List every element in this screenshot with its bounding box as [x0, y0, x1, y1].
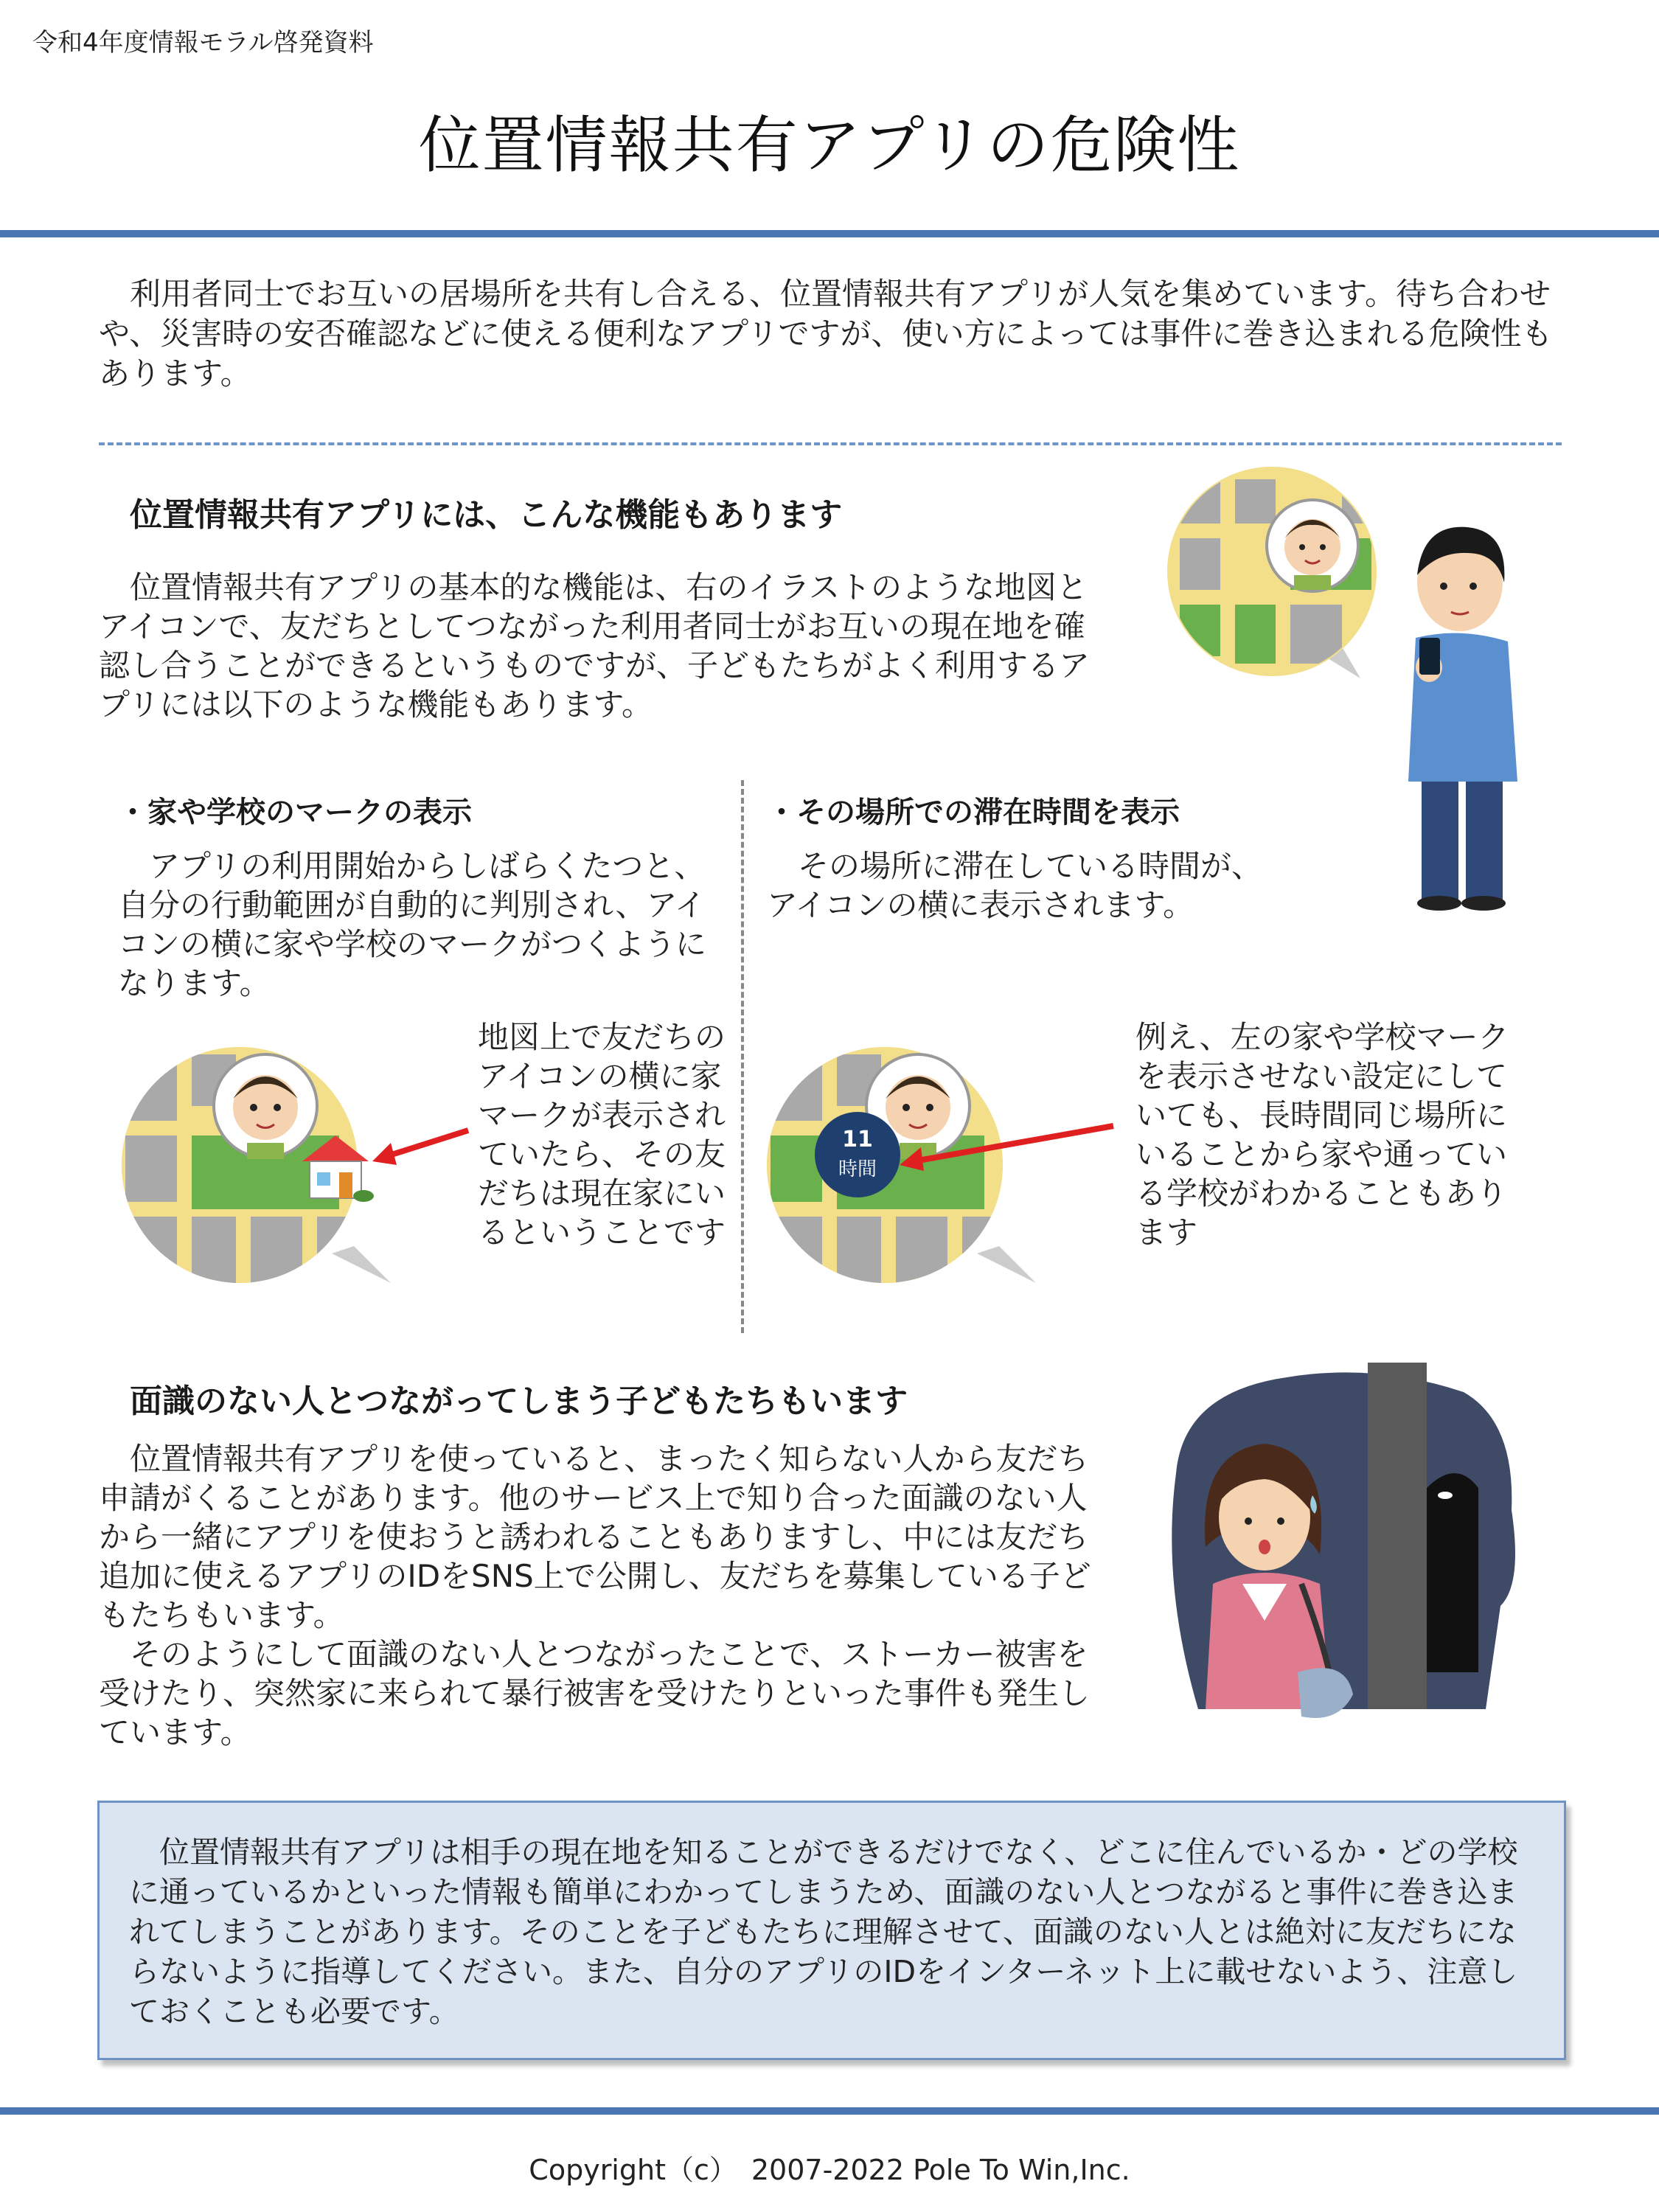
section2-body1: 位置情報共有アプリを使っていると、まったく知らない人から友だち申請がくることがあります。他のサービス上で知り合った面識のない人から一緒にアプリを使おうと誘われることもありますし、中には友だち追加に使えるアプリのIDをSNS上で公開し、友だちを募集している子どもたちもいます。	[99, 1441, 1091, 1633]
top-divider	[0, 230, 1659, 237]
notice-text: 位置情報共有アプリは相手の現在地を知ることができるだけでなく、どこに住んでいるか・どの学校に通っているかといった情報も簡単にわかってしまうため、面識のない人とつながると事件に巻き込まれてしまうことがあります。そのことを子どもたちに理解させて、面識のない人とは絶対に友だちにならないように指導してください。また、自分のアプリのIDをインターネット上に載せないよう、注意しておくことも必要です。	[129, 1834, 1518, 2029]
section2-heading: 面識のない人とつながってしまう子どもたちもいます	[130, 1382, 908, 1420]
feature-left-caption: 地図上で友だちのアイコンの横に家マークが表示されていたら、その友だちは現在家にいるということです	[478, 1019, 726, 1251]
man-with-phone-illustration	[1386, 509, 1534, 907]
bottom-divider	[0, 2107, 1659, 2115]
section1-body: 位置情報共有アプリの基本的な機能は、右のイラストのような地図とアイコンで、友だちとしてつながった利用者同士がお互いの現在地を確認し合うことができるというものですが、子どもたちがよく利用するアプリには以下のような機能もあります。	[99, 569, 1091, 723]
stay-time-badge	[815, 1112, 900, 1197]
arrow-icon	[896, 1122, 1117, 1174]
section2-body2: そのようにして面識のない人とつながったことで、ストーカー被害を受けたり、突然家に来られて暴行被害を受けたりといった事件も発生しています。	[99, 1636, 1091, 1750]
notice-box	[97, 1801, 1566, 2060]
intro-text: 利用者同士でお互いの居場所を共有し合える、位置情報共有アプリが人気を集めています。待ち合わせや、災害時の安否確認などに使える便利なアプリですが、使い方によっては事件に巻き込まれる危険性もあります。	[99, 276, 1553, 392]
arrow-icon	[369, 1124, 472, 1169]
house-icon	[299, 1128, 372, 1202]
map-bubble-icon	[1165, 465, 1386, 686]
copyright: Copyright（c） 2007-2022 Pole To Win,Inc.	[529, 2154, 1130, 2186]
worried-girl-illustration	[1154, 1363, 1523, 1731]
header-note: 令和4年度情報モラル啓発資料	[32, 28, 374, 58]
feature-right-heading: ・その場所での滞在時間を表示	[767, 796, 1180, 830]
feature-right-body: その場所に滞在している時間が、アイコンの横に表示されます。	[767, 848, 1263, 923]
feature-right-caption: 例え、左の家や学校マークを表示させない設定にしていても、長時間同じ場所にいることから家や通っている学校がわかることもあります	[1135, 1019, 1509, 1251]
section1-heading: 位置情報共有アプリには、こんな機能もあります	[130, 496, 843, 534]
stay-time-unit: 時間	[838, 1158, 877, 1180]
feature-left-body: アプリの利用開始からしばらくたつと、自分の行動範囲が自動的に判別され、アイコンの横に家や学校のマークがつくようになります。	[118, 848, 707, 1001]
feature-left-heading: ・家や学校のマークの表示	[118, 796, 472, 830]
feature-divider	[741, 780, 744, 1333]
intro-divider	[99, 442, 1562, 445]
stay-time-number: 11	[842, 1127, 873, 1152]
page-title: 位置情報共有アプリの危険性	[418, 109, 1241, 181]
